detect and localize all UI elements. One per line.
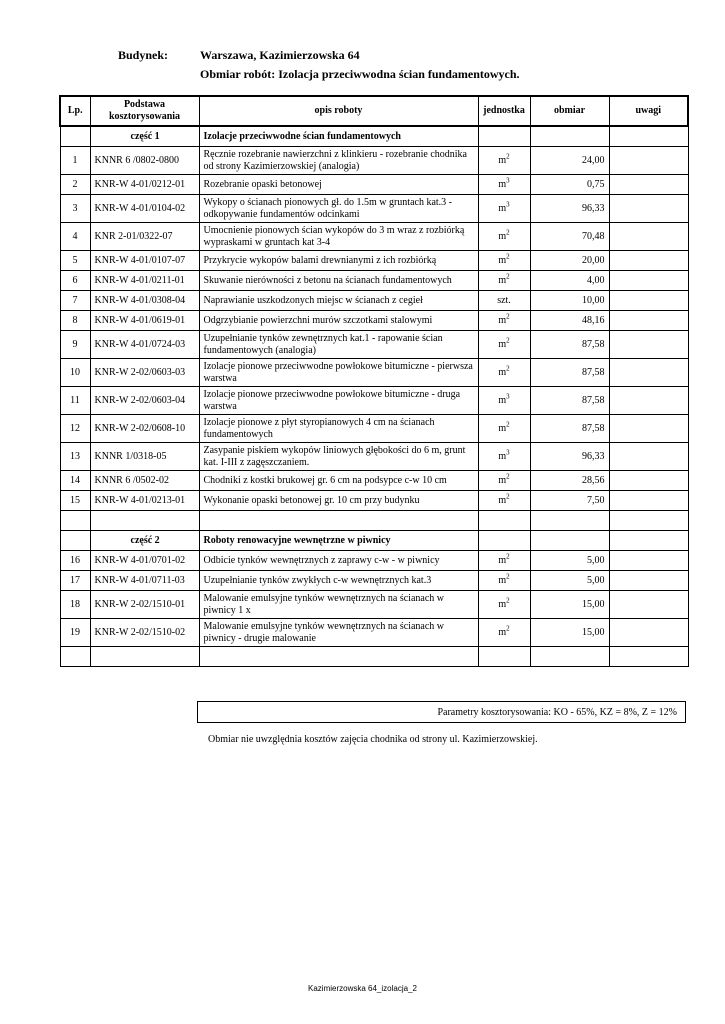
row-basis: KNNR 6 /0502-02 [90, 471, 199, 491]
table-row-blank [60, 511, 688, 531]
row-unit-text: m [498, 202, 507, 214]
row-notes [609, 415, 688, 443]
row-unit-text: m [498, 574, 507, 586]
table-row [60, 195, 688, 223]
table-row [60, 175, 688, 195]
row-basis: KNR-W 2-02/0603-04 [90, 387, 199, 415]
row-notes [609, 223, 688, 251]
row-basis: KNR-W 4-01/0213-01 [90, 491, 199, 511]
row-description: Malowanie emulsyjne tynków wewnętrznych na ścianach w piwnicy 1 x [199, 591, 478, 619]
row-unit-text: m [498, 274, 507, 286]
col-header-base-line2: kosztorysowania [108, 111, 181, 122]
section-row [60, 531, 688, 551]
row-basis: KNR-W 4-01/0724-03 [90, 331, 199, 359]
col-header-base [90, 96, 199, 126]
table-row-blank [60, 647, 688, 667]
row-basis: KNR-W 4-01/0212-01 [90, 175, 199, 195]
row-unit-text: m [498, 178, 507, 190]
empty-cell [199, 647, 478, 667]
row-unit [478, 175, 530, 195]
row-notes [609, 359, 688, 387]
empty-cell [609, 126, 688, 147]
empty-cell [530, 647, 609, 667]
row-number: 6 [60, 271, 90, 291]
empty-cell [60, 531, 90, 551]
table-row [60, 415, 688, 443]
col-header-notes: uwagi [609, 96, 688, 126]
row-unit [478, 387, 530, 415]
row-description: Chodniki z kostki brukowej gr. 6 cm na podsypce c-w 10 cm [199, 471, 478, 491]
row-description: Zasypanie piskiem wykopów liniowych głębokości do 6 m, grunt kat. I-III z zagęszczaniem. [199, 443, 478, 471]
row-number: 1 [60, 147, 90, 175]
row-unit [478, 591, 530, 619]
empty-cell [90, 511, 199, 531]
row-number: 3 [60, 195, 90, 223]
row-basis: KNR-W 2-02/0603-03 [90, 359, 199, 387]
row-description: Rozebranie opaski betonowej [199, 175, 478, 195]
row-unit [478, 443, 530, 471]
row-number: 12 [60, 415, 90, 443]
row-basis: KNR-W 4-01/0211-01 [90, 271, 199, 291]
row-notes [609, 147, 688, 175]
row-description: Umocnienie pionowych ścian wykopów do 3 m wraz z rozbiórką wypraskami w gruntach kat 3-4 [199, 223, 478, 251]
row-number: 5 [60, 251, 90, 271]
table-row [60, 551, 688, 571]
row-unit-exponent: 2 [506, 472, 510, 481]
row-unit [478, 147, 530, 175]
row-number: 14 [60, 471, 90, 491]
section-row [60, 126, 688, 147]
row-unit-exponent: 2 [506, 228, 510, 237]
row-quantity: 28,56 [530, 471, 609, 491]
row-basis: KNR-W 2-02/0608-10 [90, 415, 199, 443]
row-quantity: 15,00 [530, 619, 609, 647]
row-unit [478, 551, 530, 571]
col-header-qty: obmiar [530, 96, 609, 126]
table-row [60, 331, 688, 359]
row-notes [609, 491, 688, 511]
empty-cell [530, 511, 609, 531]
row-number: 8 [60, 311, 90, 331]
row-basis: KNR-W 4-01/0711-03 [90, 571, 199, 591]
row-unit [478, 251, 530, 271]
document-title: Obmiar robót: Izolacja przeciwwodna ścian fundamentowych. [200, 67, 520, 81]
table-row [60, 291, 688, 311]
row-number: 13 [60, 443, 90, 471]
row-unit [478, 331, 530, 359]
row-notes [609, 591, 688, 619]
table-row [60, 311, 688, 331]
row-description: Naprawianie uszkodzonych miejsc w ścianach z cegieł [199, 291, 478, 311]
row-quantity: 87,58 [530, 331, 609, 359]
table-row [60, 491, 688, 511]
empty-cell [609, 531, 688, 551]
row-number: 16 [60, 551, 90, 571]
empty-cell [60, 126, 90, 147]
row-basis: KNR-W 2-02/1510-02 [90, 619, 199, 647]
row-unit-exponent: 2 [506, 492, 510, 501]
row-number: 19 [60, 619, 90, 647]
row-unit-exponent: 2 [506, 312, 510, 321]
table-row [60, 271, 688, 291]
row-unit [478, 491, 530, 511]
row-unit [478, 223, 530, 251]
row-quantity: 0,75 [530, 175, 609, 195]
row-unit-exponent: 3 [506, 448, 510, 457]
empty-cell [60, 647, 90, 667]
row-description: Odgrzybianie powierzchni murów szczotkami stalowymi [199, 311, 478, 331]
empty-cell [478, 647, 530, 667]
row-description: Przykrycie wykopów balami drewnianymi z ich rozbiórką [199, 251, 478, 271]
row-description: Wykonanie opaski betonowej gr. 10 cm przy budynku [199, 491, 478, 511]
row-description: Ręcznie rozebranie nawierzchni z klinkieru - rozebranie chodnika od strony Kazimierzowskiej (analogia) [199, 147, 478, 175]
row-notes [609, 175, 688, 195]
row-unit-text: m [498, 366, 507, 378]
col-header-lp: Lp. [60, 96, 90, 126]
row-number: 10 [60, 359, 90, 387]
empty-cell [530, 126, 609, 147]
row-notes [609, 387, 688, 415]
cost-parameters: Parametry kosztorysowania: KO - 65%, KZ = 8%, Z = 12% [197, 701, 686, 723]
row-unit [478, 571, 530, 591]
row-quantity: 7,50 [530, 491, 609, 511]
row-unit [478, 311, 530, 331]
row-notes [609, 331, 688, 359]
row-unit-exponent: 2 [506, 152, 510, 161]
row-description: Uzupełnianie tynków zwykłych c-w wewnętrznych kat.3 [199, 571, 478, 591]
row-quantity: 70,48 [530, 223, 609, 251]
table-row [60, 471, 688, 491]
empty-cell [60, 511, 90, 531]
row-notes [609, 251, 688, 271]
page-footer: Kazimierzowska 64_izolacja_2 [308, 984, 417, 993]
col-header-desc: opis roboty [199, 96, 478, 126]
row-unit-exponent: 2 [506, 420, 510, 429]
building-label: Budynek: [118, 48, 169, 62]
row-unit-exponent: 2 [506, 572, 510, 581]
empty-cell [199, 511, 478, 531]
row-quantity: 87,58 [530, 387, 609, 415]
row-quantity: 4,00 [530, 271, 609, 291]
row-description: Izolacje pionowe z płyt styropianowych 4 cm na ścianach fundamentowych [199, 415, 478, 443]
measurement-note: Obmiar nie uwzględnia kosztów zajęcia chodnika od strony ul. Kazimierzowskiej. [208, 734, 538, 745]
section-label: część 2 [90, 531, 199, 551]
building-address: Warszawa, Kazimierzowska 64 [200, 48, 360, 62]
row-unit-exponent: 3 [506, 176, 510, 185]
row-basis: KNR-W 2-02/1510-01 [90, 591, 199, 619]
row-description: Odbicie tynków wewnętrznych z zaprawy c-w - w piwnicy [199, 551, 478, 571]
row-quantity: 5,00 [530, 571, 609, 591]
row-unit-exponent: 2 [506, 336, 510, 345]
row-notes [609, 311, 688, 331]
row-quantity: 10,00 [530, 291, 609, 311]
row-unit-text: m [498, 626, 507, 638]
empty-cell [478, 511, 530, 531]
row-description: Izolacje pionowe przeciwwodne powłokowe bitumiczne - druga warstwa [199, 387, 478, 415]
row-unit-exponent: 2 [506, 624, 510, 633]
row-unit [478, 271, 530, 291]
row-notes [609, 443, 688, 471]
empty-cell [90, 647, 199, 667]
row-number: 9 [60, 331, 90, 359]
row-notes [609, 195, 688, 223]
row-quantity: 87,58 [530, 415, 609, 443]
row-unit-text: m [498, 338, 507, 350]
row-number: 4 [60, 223, 90, 251]
row-basis: KNR-W 4-01/0104-02 [90, 195, 199, 223]
empty-cell [530, 531, 609, 551]
row-unit [478, 471, 530, 491]
row-unit-text: szt. [497, 294, 511, 306]
row-unit-text: m [498, 254, 507, 266]
row-unit [478, 291, 530, 311]
table-row [60, 443, 688, 471]
row-number: 15 [60, 491, 90, 511]
section-title: Izolacje przeciwwodne ścian fundamentowych [199, 126, 478, 147]
row-unit-exponent: 2 [506, 364, 510, 373]
row-unit-exponent: 3 [506, 392, 510, 401]
row-description: Wykopy o ścianach pionowych gł. do 1.5m w gruntach kat.3 - odkopywanie fundamentów odcinkami [199, 195, 478, 223]
table-row [60, 251, 688, 271]
row-quantity: 96,33 [530, 195, 609, 223]
table-row [60, 147, 688, 175]
measurement-table [59, 95, 689, 667]
row-unit-text: m [498, 422, 507, 434]
col-header-unit: jednostka [478, 96, 530, 126]
row-notes [609, 619, 688, 647]
row-description: Skuwanie nierówności z betonu na ścianach fundamentowych [199, 271, 478, 291]
row-unit-exponent: 3 [506, 200, 510, 209]
row-unit-text: m [498, 474, 507, 486]
row-notes [609, 471, 688, 491]
row-unit [478, 359, 530, 387]
row-basis: KNR-W 4-01/0619-01 [90, 311, 199, 331]
row-notes [609, 271, 688, 291]
row-unit [478, 195, 530, 223]
row-notes [609, 291, 688, 311]
row-unit-exponent: 2 [506, 272, 510, 281]
row-unit-text: m [498, 598, 507, 610]
row-number: 18 [60, 591, 90, 619]
row-description: Malowanie emulsyjne tynków wewnętrznych na ścianach w piwnicy - drugie malowanie [199, 619, 478, 647]
table-row [60, 591, 688, 619]
row-basis: KNR-W 4-01/0107-07 [90, 251, 199, 271]
row-basis: KNR 2-01/0322-07 [90, 223, 199, 251]
row-unit-text: m [498, 314, 507, 326]
table-row [60, 619, 688, 647]
table-header-row [60, 96, 688, 126]
row-basis: KNNR 6 /0802-0800 [90, 147, 199, 175]
row-unit-exponent: 2 [506, 552, 510, 561]
row-quantity: 87,58 [530, 359, 609, 387]
row-unit-text: m [498, 554, 507, 566]
row-number: 7 [60, 291, 90, 311]
row-unit [478, 415, 530, 443]
row-quantity: 48,16 [530, 311, 609, 331]
row-notes [609, 551, 688, 571]
col-header-base-line1: Podstawa [123, 99, 166, 110]
row-number: 11 [60, 387, 90, 415]
row-quantity: 96,33 [530, 443, 609, 471]
row-unit [478, 619, 530, 647]
section-label: część 1 [90, 126, 199, 147]
row-unit-text: m [498, 494, 507, 506]
table-row [60, 571, 688, 591]
empty-cell [478, 531, 530, 551]
row-notes [609, 571, 688, 591]
row-basis: KNNR 1/0318-05 [90, 443, 199, 471]
row-unit-text: m [498, 394, 507, 406]
row-unit-text: m [498, 450, 507, 462]
row-unit-exponent: 2 [506, 596, 510, 605]
row-basis: KNR-W 4-01/0701-02 [90, 551, 199, 571]
empty-cell [609, 511, 688, 531]
row-quantity: 5,00 [530, 551, 609, 571]
table-row [60, 359, 688, 387]
row-quantity: 15,00 [530, 591, 609, 619]
table-row [60, 223, 688, 251]
row-description: Uzupełnianie tynków zewnętrznych kat.1 - rapowanie ścian fundamentowych (analogia) [199, 331, 478, 359]
section-title: Roboty renowacyjne wewnętrzne w piwnicy [199, 531, 478, 551]
row-number: 17 [60, 571, 90, 591]
empty-cell [478, 126, 530, 147]
row-description: Izolacje pionowe przeciwwodne powłokowe bitumiczne - pierwsza warstwa [199, 359, 478, 387]
row-number: 2 [60, 175, 90, 195]
row-unit-text: m [498, 230, 507, 242]
table-row [60, 387, 688, 415]
row-unit-exponent: 2 [506, 252, 510, 261]
row-basis: KNR-W 4-01/0308-04 [90, 291, 199, 311]
row-unit-text: m [498, 154, 507, 166]
row-quantity: 24,00 [530, 147, 609, 175]
row-quantity: 20,00 [530, 251, 609, 271]
empty-cell [609, 647, 688, 667]
